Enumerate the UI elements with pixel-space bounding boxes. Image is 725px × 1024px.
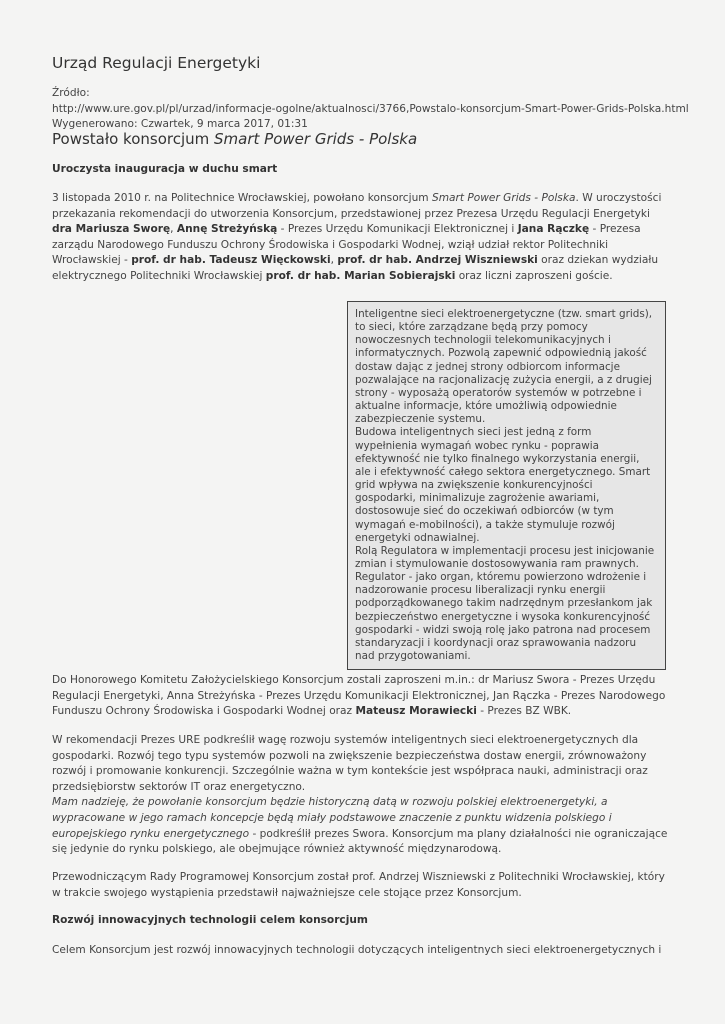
text: , (330, 254, 338, 267)
text: . W uroczystości przekazania rekomendacji do utworzenia Konsorcjum, przedstawionej przez Prezesa Urzędu Regulacji Energetyki (52, 192, 662, 220)
text: - Prezes Urzędu Komunikacji Elektronicznej i (277, 223, 518, 236)
bold-name: prof. dr hab. Andrzej Wiszniewski (337, 254, 538, 267)
article-lead: Uroczysta inauguracja w duchu smart (52, 163, 278, 175)
bold-name: Mateusz Morawiecki (355, 705, 477, 718)
text: oraz dziekan wydziału elektrycznego Politechniki Wrocławskiej (52, 254, 659, 282)
article-title (52, 130, 417, 148)
text: Do Honorowego Komitetu Założycielskiego Konsorcjum zostali zaproszeni m.in.: dr Mariusz Swora - Prezes Urzędu Regulacji Energetyki, Anna Streżyńska - Prezes Urzędu Komunikacji Elektronicznej, Jan Rączka - Prezes Narodowego Funduszu Ochrony Środowiska i Gospodarki Wodnej oraz (52, 674, 666, 718)
source-url: http://www.ure.gov.pl/pl/urzad/informacje-ogolne/aktualnosci/3766,Powstalo-konsorcjum-Smart-Power-Grids-Polska.html (52, 102, 689, 115)
info-box (347, 301, 666, 670)
text: - podkreślił prezes Swora. Konsorcjum ma plany działalności nie ograniczające się jedynie do rynku polskiego, ale obejmujące również aktywność międzynarodową. (52, 827, 668, 856)
site-title: Urząd Regulacji Energetyki (52, 54, 261, 72)
text: oraz liczni zaproszeni goście. (455, 269, 613, 282)
info-box-paragraph: Inteligentne sieci elektroenergetyczne (tzw. smart grids), to sieci, które zarządzane będą przy pomocy nowoczesnych technologii telekomunikacyjnych i informatycznych. Pozwolą zapewnić odpowiednią jakość dostaw dając z jednej strony odbiorcom informacje pozwalające na racjonalizację zużycia energii, a z drugiej strony - wyposażą operatorów systemów w potrzebne i aktualne informacje, które umożliwią odpowiednie zabezpieczenie systemu. (355, 308, 653, 426)
text: , (170, 223, 177, 236)
paragraph-1 (52, 191, 672, 285)
text: - Prezesa zarządu Narodowego Funduszu Ochrony Środowiska i Gospodarki Wodnej, wziął udział rektor Politechniki Wrocławskiej - (52, 223, 641, 267)
paragraph-2 (52, 673, 672, 720)
paragraph-4: Przewodniczącym Rady Programowej Konsorcjum został prof. Andrzej Wiszniewski z Politechniki Wrocławskiej, który w trakcie swojego wystąpienia przedstawił najważniejsze cele stojące przez Konsorcjum. (52, 871, 665, 899)
bold-name: Jana Rączkę (517, 223, 590, 236)
section-heading: Rozwój innowacyjnych technologii celem konsorcjum (52, 914, 368, 926)
info-box-paragraph: Budowa inteligentnych sieci jest jedną z form wypełnienia wymagań wobec rynku - poprawia efektywność nie tylko finalnego wykorzystania energii, ale i efektywność całego sektora energetycznego. Smart grid wpływa na zwiększenie konkurencyjności gospodarki, minimalizuje zagrożenie awariami, dostosowuje sieć do oczekiwań odbiorców (w tym wymagań e-mobilności), a także stymuluje rozwój energetyki odnawialnej. (355, 426, 651, 544)
bold-name: dra Mariusza Sworę (52, 223, 171, 236)
source-block (52, 86, 692, 133)
text: - Prezes BZ WBK. (476, 705, 572, 718)
article-title-italic: Smart Power Grids - Polska (214, 130, 418, 148)
text: W rekomendacji Prezes URE podkreślił wagę rozwoju systemów inteligentnych sieci elektroenergetycznych dla gospodarki. Rozwój tego typu systemów pozwoli na zwiększenie bezpieczeństwa dostaw energii, zrównoważony rozwój i promowanie konkurencji. Szczególnie ważna w tym kontekście jest współpraca nauki, administracji oraz przedsiębiorstw sektorów IT oraz energetyczno. (52, 734, 648, 793)
bold-name: prof. dr hab. Tadeusz Więckowski (131, 254, 331, 267)
bold-name: Annę Streżyńską (176, 223, 278, 236)
bold-name: prof. dr hab. Marian Sobierajski (265, 269, 456, 282)
paragraph-5: Celem Konsorcjum jest rozwój innowacyjnych technologii dotyczących inteligentnych sieci elektroenergetycznych i (52, 944, 662, 956)
article-title-prefix: Powstało konsorcjum (52, 130, 215, 148)
info-box-paragraph: Rolą Regulatora w implementacji procesu jest inicjowanie zmian i stymulowanie dostosowywania ram prawnych. Regulator - jako organ, któremu powierzono wdrożenie i nadzorowanie procesu liberalizacji rynku energii podporządkowanego takim nadrzędnym przesłankom jak bezpieczeństwo energetyczne i wysoka konkurencyjność gospodarki - widzi swoją rolę jako patrona nad procesem standaryzacji i koordynacji oraz sprawowania nadzoru nad przygotowaniami. (355, 544, 655, 663)
text: 3 listopada 2010 r. na Politechnice Wrocławskiej, powołano konsorcjum (52, 192, 432, 204)
paragraph-3 (52, 733, 672, 858)
italic-text: Smart Power Grids - Polska (431, 192, 576, 204)
italic-quote: Mam nadzieję, że powołanie konsorcjum będzie historyczną datą w rozwoju polskiej elektroenergetyki, a wypracowane w jego ramach koncepcje będą miały podstawowe znaczenie z punktu widzenia polskiego i europejskiego rynku energetycznego (52, 796, 612, 840)
generated-date: Wygenerowano: Czwartek, 9 marca 2017, 01:31 (52, 118, 308, 130)
source-label: Źródło: (52, 87, 90, 99)
